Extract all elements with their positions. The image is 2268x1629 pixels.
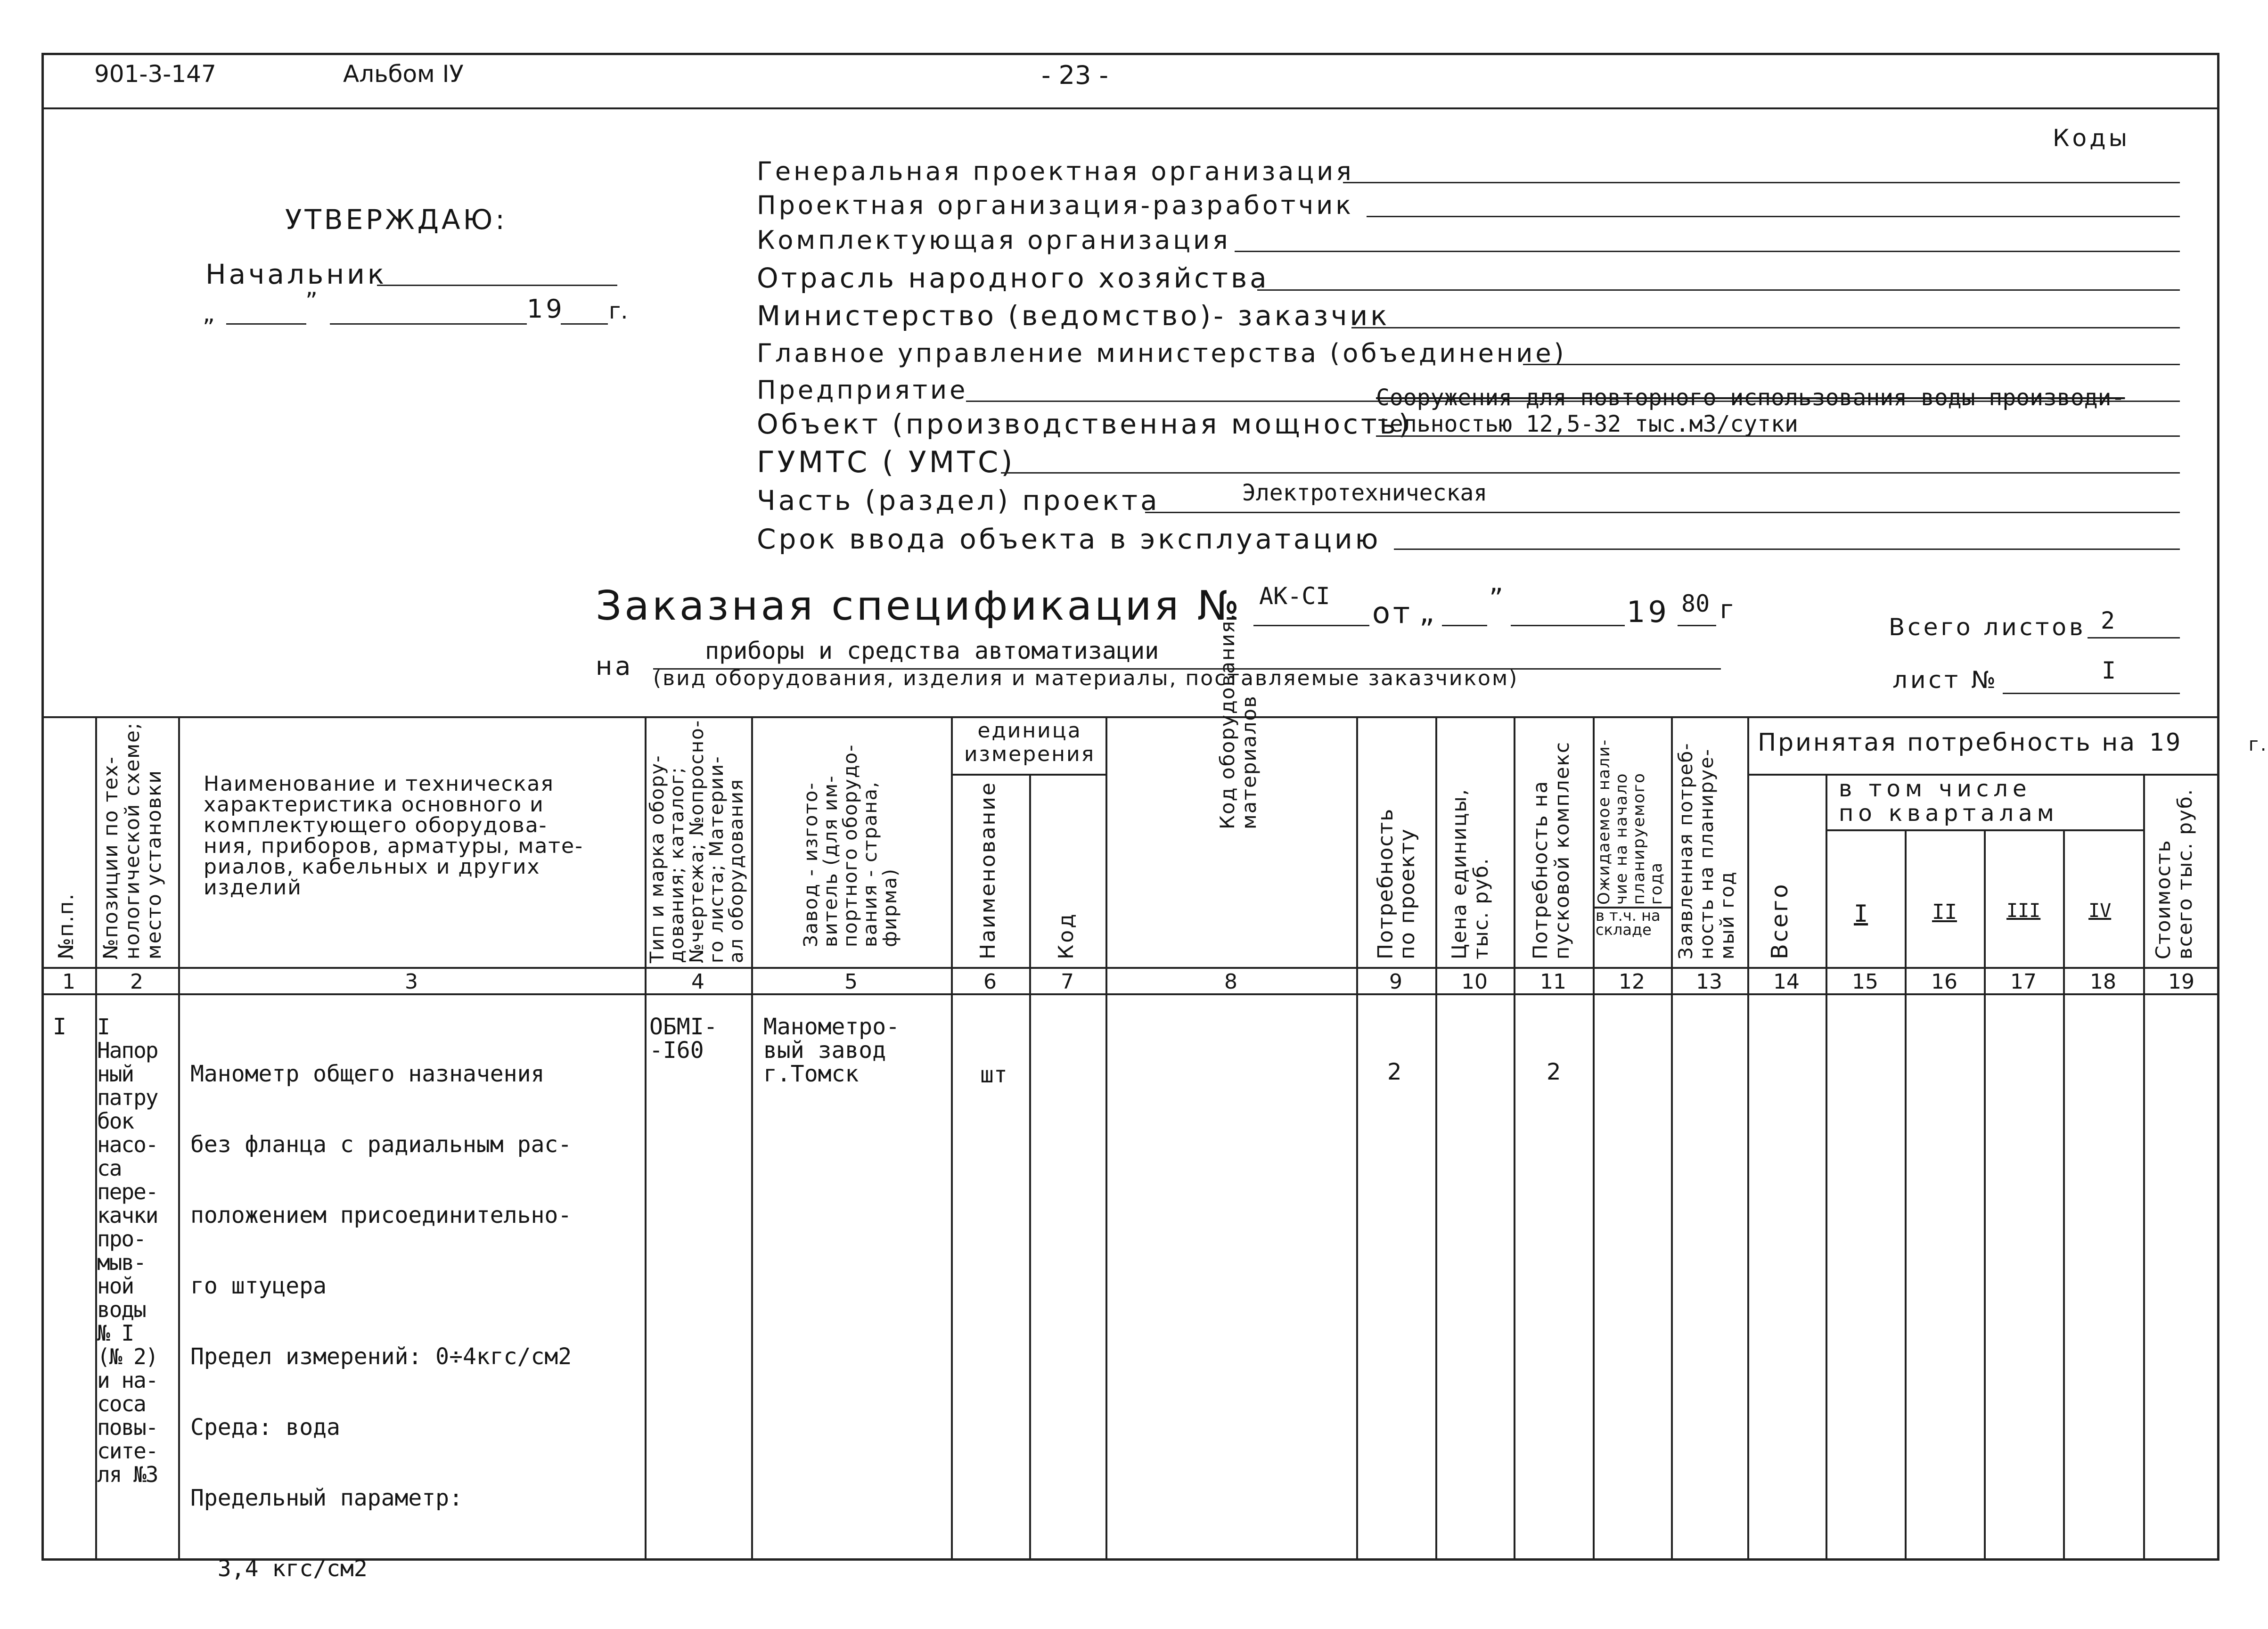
col14-header: Всего	[1767, 882, 1793, 959]
col4-header: Тип и марка обору- дования; каталог; №чертежа; №опросно- го листа; Материи- ал оборудования	[647, 719, 747, 963]
row-manufacturer: Манометро- вый завод г.Томск	[763, 1014, 900, 1087]
col-divider	[1984, 829, 1986, 1561]
field-label: ГУМТС ( УМТС)	[757, 445, 1015, 479]
total-sheets-label: Всего листов	[1889, 614, 2086, 641]
field-label: Проектная организация-разработчик	[757, 190, 1354, 220]
row-need-project: 2	[1387, 1059, 1402, 1085]
spec-day-line	[1442, 625, 1487, 626]
field-label: Срок ввода объекта в эксплуатацию	[757, 523, 1381, 555]
col-divider	[178, 716, 180, 1561]
quarters-group-header: в том числе по кварталам	[1839, 776, 2059, 827]
approval-title: УТВЕРЖДАЮ:	[285, 204, 508, 236]
col-divider	[1514, 716, 1515, 1561]
col-number: 12	[1619, 970, 1645, 994]
spec-year-line	[1678, 625, 1716, 626]
field-line	[1367, 216, 2180, 217]
spec-year-prefix: 19	[1627, 595, 1670, 629]
header-divider	[41, 107, 2219, 109]
spec-title: Заказная спецификация №	[596, 582, 1243, 630]
col-number: 6	[983, 970, 997, 994]
chief-signature-line	[377, 285, 617, 286]
quarter-3-header: III	[2006, 900, 2041, 922]
spec-subject-caption: (вид оборудования, изделия и материалы, поставляемые заказчиком)	[653, 666, 1519, 690]
col-number: 14	[1773, 970, 1800, 994]
spec-quote-close: ”	[1489, 582, 1507, 614]
spec-quote-open: „	[1419, 595, 1438, 629]
date-quote-open: „	[203, 300, 218, 327]
field-line	[1257, 289, 2180, 291]
col-number: 7	[1061, 970, 1074, 994]
col-divider	[1671, 716, 1673, 1561]
row-unit: шт	[980, 1062, 1007, 1088]
album-label: Альбом IУ	[343, 60, 464, 88]
col12-stock-note: в т.ч. на складе	[1596, 907, 1661, 939]
col1-header: №п.п.	[54, 892, 78, 959]
field-label: Отрасль народного хозяйства	[757, 262, 1269, 294]
field-line	[1351, 327, 2180, 328]
field-value: Сооружения для повторного использования воды производи-	[1376, 385, 2125, 411]
field-value: тельностью 12,5-32 тыс.м3/сутки	[1376, 411, 1798, 437]
col6-header: Наименование	[976, 781, 1000, 959]
field-line	[1145, 512, 2180, 513]
quarter-2-header: II	[1932, 900, 1957, 924]
total-sheets-line	[2088, 637, 2180, 639]
doc-code: 901-3-147	[94, 60, 216, 88]
page-number: - 23 -	[1041, 60, 1109, 90]
spec-number-line	[1253, 625, 1369, 626]
col-number: 13	[1696, 970, 1722, 994]
spec-from: от	[1372, 596, 1413, 630]
spec-subject: приборы и средства автоматизации	[705, 637, 1159, 664]
table-top-border	[41, 716, 2219, 718]
col-divider	[1826, 774, 1827, 1561]
col-number: 17	[2010, 970, 2037, 994]
spec-year: 80	[1681, 590, 1710, 617]
col-divider	[751, 716, 753, 1561]
col-number: 5	[844, 970, 858, 994]
sheet-no-label: лист №	[1892, 666, 1998, 694]
field-line	[1523, 364, 2180, 365]
col-number: 4	[691, 970, 704, 994]
col-number: 8	[1224, 970, 1237, 994]
col-divider	[1029, 774, 1031, 1561]
field-line	[1343, 182, 2180, 183]
sheet-no-line	[2003, 693, 2180, 694]
col-divider	[951, 716, 953, 1561]
col-divider	[2063, 829, 2065, 1561]
col-number: 3	[405, 970, 418, 994]
date-day-line	[226, 323, 306, 325]
row-position: I Напор ный патру бок насо- са пере- качки про- мыв- ной воды № I (№ 2) и на- соса повы- сите- ля №3	[97, 1014, 158, 1487]
approval-year-line	[561, 323, 608, 325]
col-number: 16	[1931, 970, 1957, 994]
quarter-1-header: I	[1854, 900, 1868, 927]
col3-header: Наименование и техническая характеристика основного и комплектующего оборудова- ния, приборов, арматуры, мате- риалов, кабельных и других изделий	[204, 772, 584, 900]
row-type: ОБМI- -I60	[649, 1014, 718, 1064]
codes-label: Коды	[2053, 124, 2130, 152]
field-label: Генеральная проектная организация	[757, 156, 1354, 186]
field-line	[1235, 251, 2180, 252]
approval-year-suffix: г.	[609, 298, 628, 324]
col-divider	[1356, 716, 1358, 1561]
field-label: Министерство (ведомство)- заказчик	[757, 300, 1390, 332]
spec-year-suffix: г	[1720, 595, 1736, 624]
field-label: Предприятие	[757, 375, 968, 405]
col8-header: Код оборудования, материалов	[1216, 613, 1261, 829]
total-sheets-value: 2	[2101, 607, 2115, 634]
col-number: 1	[62, 970, 75, 994]
field-label: Объект (производственная мощность)	[757, 408, 1412, 440]
col2-header: №позиции по тех- нологической схеме; место установки	[99, 722, 165, 959]
col-divider	[2143, 774, 2145, 1561]
col-number: 19	[2168, 970, 2194, 994]
field-line	[1001, 472, 2180, 474]
col-number: 9	[1389, 970, 1402, 994]
col-divider	[1435, 716, 1437, 1561]
spec-on-label: на	[596, 651, 634, 681]
date-month-line	[330, 323, 527, 325]
col9-header: Потребность по проекту	[1374, 808, 1419, 959]
header-bottom-line	[41, 967, 2219, 969]
row-need-start: 2	[1547, 1059, 1561, 1085]
quarter-4-header: IV	[2088, 900, 2112, 922]
spec-month-line	[1511, 625, 1625, 626]
col-divider	[1747, 716, 1749, 1561]
col-number: 11	[1540, 970, 1566, 994]
col-number: 15	[1852, 970, 1878, 994]
field-label: Часть (раздел) проекта	[757, 484, 1160, 516]
date-quote-close: ”	[305, 287, 320, 315]
accepted-need-header: Принятая потребность на 19 г.	[1758, 729, 2268, 757]
field-value: Электротехническая	[1242, 480, 1488, 506]
col10-header: Цена единицы, тыс. руб.	[1448, 788, 1492, 959]
col-divider	[1105, 716, 1107, 1561]
field-label: Комплектующая организация	[757, 225, 1231, 255]
col-number: 10	[1461, 970, 1488, 994]
unit-group-line	[951, 774, 1105, 776]
row-number: I	[53, 1014, 66, 1040]
field-label: Главное управление министерства (объединение)	[757, 338, 1567, 368]
col-divider	[1905, 829, 1907, 1561]
col11-header: Потребность на пусковой комплекс	[1529, 741, 1573, 959]
unit-group-header: единица измерения	[964, 719, 1096, 766]
chief-label: Начальник	[205, 258, 387, 290]
field-line	[1394, 548, 2180, 550]
approval-year: 19	[527, 294, 565, 324]
col19-header: Стоимость всего тыс. руб.	[2152, 788, 2196, 959]
col12-header: Ожидаемое нали- чие на начало планируемого года	[1595, 738, 1666, 905]
col5-header: Завод - изгото- витель (для им- портного оборудо- вания - страна, фирма)	[800, 744, 901, 947]
col7-header: Код	[1054, 912, 1078, 959]
spec-number: АК-СI	[1259, 582, 1330, 610]
col-number: 18	[2090, 970, 2116, 994]
row-description: Манометр общего назначения без фланца с радиальным рас- положением присоединительно- го штуцера Предел измерений: 0÷4кгс/см2 Среда: вода Предельный параметр: 3,4 кгс/см2	[190, 1061, 572, 1582]
col-number: 2	[130, 970, 143, 994]
col13-header: Заявленная потреб- ность на планируе- мый год	[1675, 742, 1738, 959]
sheet-no-value: I	[2102, 657, 2116, 684]
